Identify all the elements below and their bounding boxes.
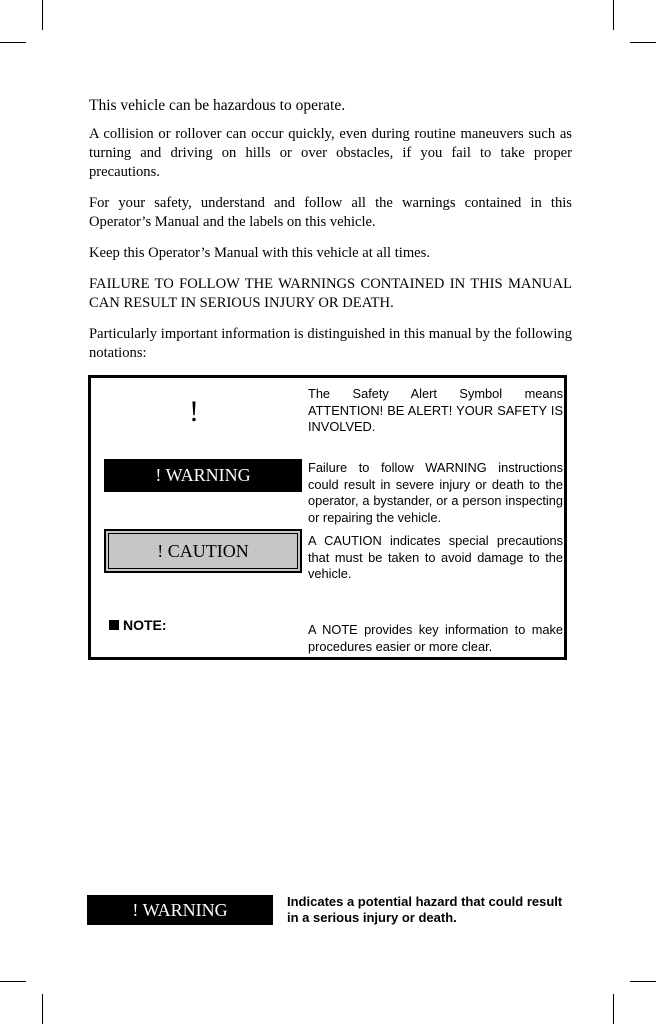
crop-mark bbox=[0, 42, 26, 43]
square-bullet-icon bbox=[109, 620, 119, 630]
intro-paragraph-failure: FAILURE TO FOLLOW THE WARNINGS CONTAINED IN THIS MANUAL CAN RESULT IN SERIOUS INJURY OR DEATH. bbox=[89, 276, 572, 311]
footer-warning-label: ! WARNING bbox=[87, 895, 273, 925]
crop-mark bbox=[630, 981, 656, 982]
crop-mark bbox=[42, 0, 43, 30]
note-label-text: NOTE: bbox=[123, 617, 167, 633]
intro-paragraph-notations: Particularly important information is distinguished in this manual by the following notations: bbox=[89, 326, 572, 361]
safety-alert-icon: ! bbox=[189, 395, 199, 428]
warning-label: ! WARNING bbox=[104, 459, 302, 492]
intro-section bbox=[89, 96, 572, 375]
caution-description: A CAUTION indicates special precautions that must be taken to avoid damage to the vehicle. bbox=[308, 533, 563, 581]
alert-description: The Safety Alert Symbol means ATTENTION! BE ALERT! YOUR SAFETY IS INVOLVED. bbox=[308, 386, 563, 434]
caution-label: ! CAUTION bbox=[104, 529, 302, 573]
crop-mark bbox=[0, 981, 26, 982]
intro-paragraph-collision: A collision or rollover can occur quickly, even during routine maneuvers such as turning and driving on hills or over obstacles, if you fail to take proper precautions. bbox=[89, 126, 572, 180]
note-description: A NOTE provides key information to make procedures easier or more clear. bbox=[308, 622, 563, 654]
crop-mark bbox=[613, 994, 614, 1024]
crop-mark bbox=[42, 994, 43, 1024]
intro-paragraph-keep-manual: Keep this Operator’s Manual with this vehicle at all times. bbox=[89, 245, 430, 261]
note-label bbox=[109, 616, 167, 634]
warning-description: Failure to follow WARNING instructions could result in severe injury or death to the operator, a bystander, or a person inspecting or repairing the vehicle. bbox=[308, 460, 563, 525]
intro-heading: This vehicle can be hazardous to operate. bbox=[89, 97, 346, 114]
crop-mark bbox=[630, 42, 656, 43]
crop-mark bbox=[613, 0, 614, 30]
notations-box bbox=[88, 375, 567, 660]
footer-warning-description: Indicates a potential hazard that could result in a serious injury or death. bbox=[287, 894, 563, 925]
intro-paragraph-safety: For your safety, understand and follow all the warnings contained in this Operator’s Manual and the labels on this vehicle. bbox=[89, 195, 572, 230]
